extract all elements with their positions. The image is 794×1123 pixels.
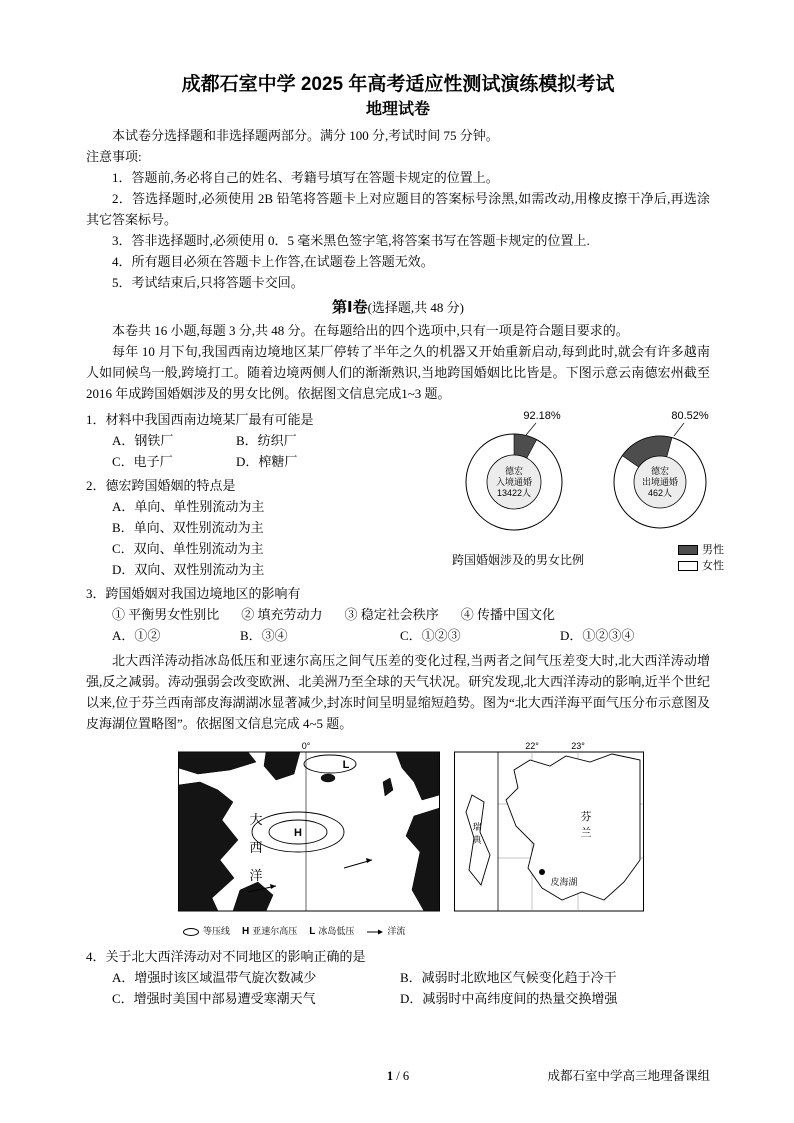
- legend-current: [366, 921, 405, 942]
- q4-option-d: D．减弱时中高纬度间的热量交换增强: [400, 991, 618, 1006]
- page-footer: [86, 1066, 710, 1087]
- pie-chart-inbound: [444, 406, 584, 538]
- pie-center-line: 462人: [647, 488, 673, 498]
- leader-line: [526, 423, 536, 435]
- pie-legend: [678, 542, 724, 574]
- notice-item-3: 3．答非选择题时,必须使用 0．5 毫米黑色签字笔,将答案书写在答题卡规定的位置上.: [112, 233, 590, 248]
- lake-label: 皮海湖: [550, 877, 578, 887]
- question-3-items: [86, 604, 710, 625]
- q3-option-b: B．③④: [240, 628, 288, 643]
- legend-low-label: 冰岛低压: [318, 926, 355, 936]
- legend-item-male: [678, 542, 724, 558]
- page-number-current: 1: [386, 1069, 394, 1083]
- q2-option-c: C．双向、单性别流动为主: [112, 541, 264, 556]
- atlantic-map-block: [178, 740, 440, 942]
- country-label-char: 典: [472, 835, 482, 845]
- notice-heading: 注意事项:: [86, 149, 142, 164]
- legend-high: [242, 921, 297, 942]
- map-figure: [178, 740, 710, 942]
- pie-chart-outbound: [590, 406, 730, 538]
- question-3-stem: 3．跨国婚姻对我国边境地区的影响有: [86, 586, 301, 601]
- q1-option-c: C．电子厂: [112, 454, 173, 469]
- section-instruction: 本卷共 16 小题,每题 3 分,共 48 分。在每题给出的四个选项中,只有一项是符合题目要求的。: [112, 323, 629, 338]
- pie-center-line: 13422人: [496, 488, 532, 498]
- legend-high-label: 亚速尔高压: [252, 926, 298, 936]
- legend-male-label: 男性: [702, 544, 724, 556]
- footer-department: 成都石室中学高三地理备课组: [547, 1069, 710, 1083]
- pie-center-line: 出境通婚: [641, 477, 679, 487]
- notice-item-2: 2．答选择题时,必须使用 2B 铅笔将答题卡上对应题目的答案标号涂黑,如需改动,用橡皮擦干净后,再选涂其它答案标号。: [86, 191, 710, 227]
- legend-item-female: [678, 558, 724, 574]
- pie-figure-bottom: [444, 542, 730, 574]
- q3-item-3: ③ 稳定社会秩序: [344, 607, 439, 622]
- map-legend: [178, 921, 440, 942]
- notice-item-1: 1．答题前,务必将自己的姓名、考籍号填写在答题卡规定的位置上。: [112, 170, 499, 185]
- pie-center-line: 德宏: [650, 466, 670, 476]
- q2-option-b: B．单向、双性别流动为主: [112, 520, 264, 535]
- q4-option-a: A．增强时该区域温带气旋次数减少: [112, 970, 317, 985]
- q3-option-d: D．①②③④: [560, 628, 635, 643]
- q4-option-c: C．增强时美国中部易遭受寒潮天气: [112, 991, 316, 1006]
- section-heading-main: 第Ⅰ卷: [331, 299, 368, 316]
- isobar-icon: [182, 927, 200, 937]
- ocean-label-char: 西: [249, 840, 263, 855]
- atlantic-pressure-map: [178, 740, 440, 912]
- pie-figure: [438, 406, 730, 580]
- exam-subtitle: 地理试卷: [365, 101, 430, 118]
- female-swatch-icon: [678, 561, 698, 571]
- pie-percent-label: 92.18%: [523, 410, 561, 422]
- question-4-stem: 4．关于北大西洋涛动对不同地区的影响正确的是: [86, 949, 366, 964]
- question-figure-row: [86, 406, 724, 580]
- question-4-options: [86, 967, 710, 1009]
- male-swatch-icon: [678, 545, 698, 555]
- ocean-label: [249, 812, 262, 883]
- question-2-stem: 2．德宏跨国婚姻的特点是: [86, 478, 236, 493]
- country-label-char: 瑞: [472, 822, 482, 832]
- question-3-options: [86, 625, 710, 646]
- high-symbol-icon: H: [242, 926, 250, 937]
- country-label-char: 兰: [580, 827, 592, 839]
- q3-item-4: ④ 传播中国文化: [460, 607, 556, 622]
- current-arrow-icon: [366, 928, 384, 936]
- pie-center-line: 入境通婚: [495, 477, 533, 487]
- notice-item-4: 4．所有题目必须在答题卡上作答,在试题卷上答题无效。: [112, 254, 434, 269]
- landmass-iceland: [321, 774, 335, 782]
- q1-option-b: B．纺织厂: [236, 433, 297, 448]
- pie-center-line: 德宏: [504, 466, 524, 476]
- meridian-label: 0°: [301, 741, 311, 751]
- leader-line: [674, 423, 684, 436]
- q3-option-c: C．①②③: [400, 628, 461, 643]
- q2-option-a: A．单向、单性别流动为主: [112, 499, 265, 514]
- passage-1: 每年 10 月下旬,我国西南边境地区某厂停转了半年之久的机器又开始重新启动,每到此时,就会有许多越南人如同候鸟一般,跨境打工。随着边境两侧人们的渐渐熟识,当地跨国婚姻比比皆是。下图示意云南德宏州截至 2016 年成跨国婚姻涉及的男女比例。依据图文信息完成1~3 题。: [86, 344, 710, 401]
- exam-title: 成都石室中学 2025 年高考适应性测试演练模拟考试: [181, 74, 615, 95]
- notice-item-5: 5．考试结束后,只将答题卡交回。: [112, 275, 304, 290]
- high-pressure-symbol: H: [294, 827, 302, 839]
- question-1-options: [86, 430, 438, 472]
- pie-charts: [444, 406, 730, 538]
- longitude-tick-label: 22°: [525, 741, 539, 751]
- q4-option-b: B．减弱时北欧地区气候变化趋于冷干: [400, 970, 617, 985]
- exam-summary: 本试卷分选择题和非选择题两部分。满分 100 分,考试时间 75 分钟。: [112, 128, 499, 143]
- country-label-char: 芬: [580, 811, 592, 823]
- ocean-label-char: 洋: [249, 868, 263, 883]
- q3-option-a: A．①②: [112, 628, 161, 643]
- low-pressure-symbol: L: [342, 759, 350, 771]
- legend-isobar: [182, 921, 230, 942]
- q3-item-2: ② 填充劳动力: [241, 607, 323, 622]
- q3-item-1: ① 平衡男女性别比: [112, 607, 220, 622]
- section-heading-sub: (选择题,共 48 分): [367, 300, 464, 315]
- legend-current-label: 洋流: [387, 926, 406, 936]
- question-1-stem: 1．材料中我国西南边境某厂最有可能是: [86, 412, 314, 427]
- legend-low: [309, 921, 354, 942]
- passage-2: 北大西洋涛动指冰岛低压和亚速尔高压之间气压差的变化过程,当两者之间气压差变大时,北大西洋涛动增强,反之减弱。涛动强弱会改变欧洲、北美洲乃至全球的天气状况。研究发现,北大西洋涛动的影响,近半个世纪以来,位于芬兰西南部皮海湖湖冰显著减少,封冻时间呈明显缩短趋势。图为“北大西洋海平面气压分布示意图及皮海湖位置略图”。依据图文信息完成 4~5 题。: [86, 653, 710, 731]
- page-number-separator: /: [396, 1069, 400, 1083]
- legend-isobar-label: 等压线: [203, 926, 231, 936]
- page-number-total: 6: [402, 1069, 410, 1083]
- q1-option-a: A．钢铁厂: [112, 433, 174, 448]
- pie-figure-caption: 跨国婚姻涉及的男女比例: [452, 553, 585, 567]
- pie-percent-label: 80.52%: [671, 410, 709, 422]
- ocean-label-char: 大: [249, 812, 263, 827]
- legend-female-label: 女性: [702, 560, 724, 572]
- section-heading: [86, 297, 710, 318]
- low-symbol-icon: L: [309, 926, 316, 937]
- questions-1-2-column: [86, 406, 438, 580]
- longitude-tick-label: 23°: [571, 741, 585, 751]
- question-2-options: [86, 496, 438, 580]
- q2-option-d: D．双向、双性别流动为主: [112, 562, 265, 577]
- finland-location-map: [454, 740, 644, 912]
- q1-option-d: D．榨糖厂: [236, 454, 298, 469]
